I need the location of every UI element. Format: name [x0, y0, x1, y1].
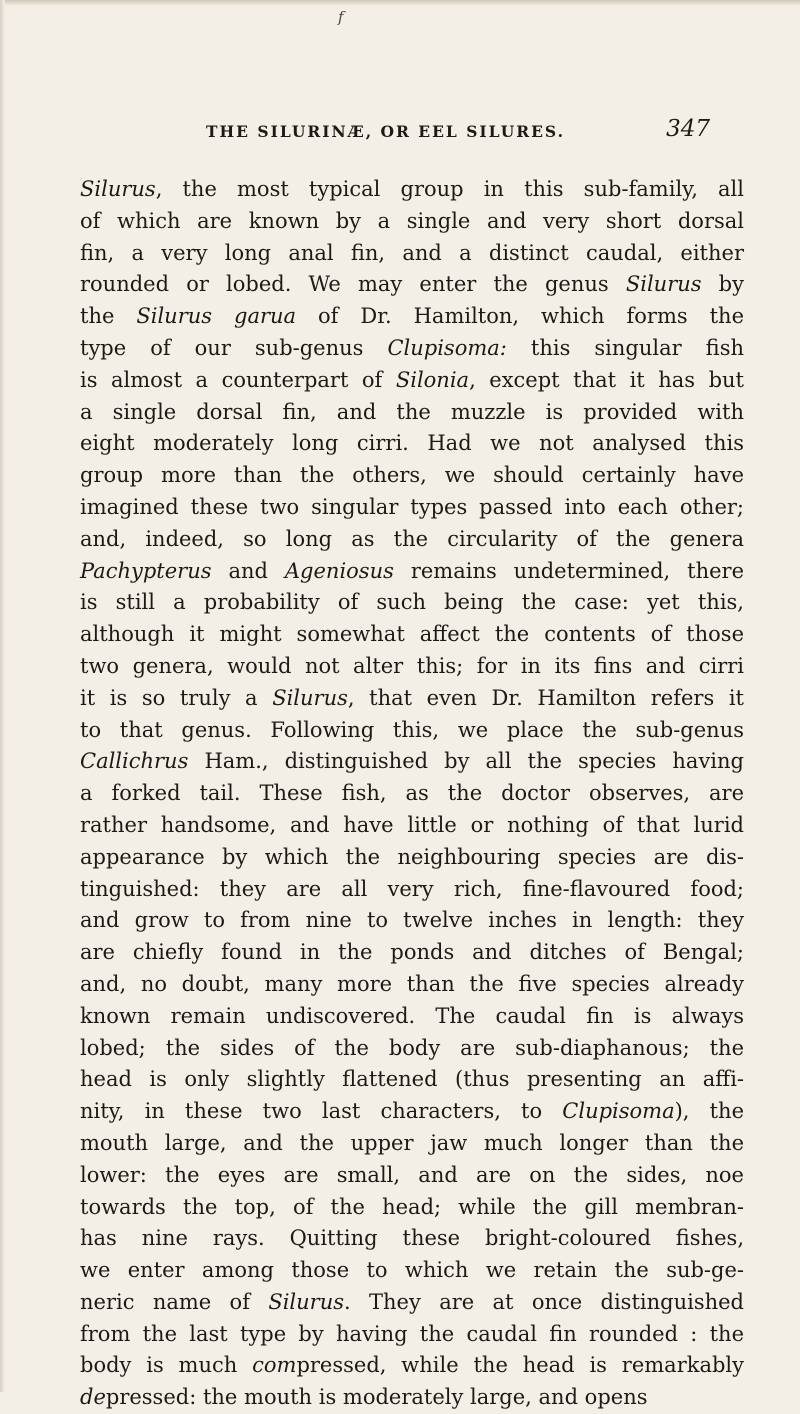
text-segment: , that even Dr. Hamilton refers it	[347, 685, 744, 710]
text-segment: of Dr. Hamilton, which forms the	[296, 304, 744, 329]
text-segment: . They are at once distinguished	[344, 1289, 744, 1314]
text-segment: by	[701, 272, 744, 297]
text-segment: is almost a counterpart of	[80, 367, 396, 392]
text-segment: lower: the eyes are small, and are on the sides, noe	[80, 1162, 744, 1187]
text-segment: remains undetermined, there	[393, 558, 745, 583]
text-segment: and grow to from nine to twelve inches in length: they	[80, 908, 744, 933]
text-line	[80, 1287, 744, 1319]
text-line	[80, 937, 744, 969]
italic-text: Callichrus	[80, 749, 189, 774]
text-line	[80, 778, 744, 810]
text-segment: nity, in these two last characters, to	[80, 1099, 563, 1124]
text-segment: from the last type by having the caudal fin rounded : the	[80, 1321, 744, 1346]
text-line	[80, 651, 744, 683]
text-line	[80, 1064, 744, 1096]
page-left-edge	[0, 0, 5, 1392]
text-segment: type of our sub-genus	[80, 335, 388, 360]
text-segment: towards the top, of the head; while the gill membran-	[80, 1194, 744, 1219]
text-line	[80, 460, 744, 492]
text-line	[80, 715, 744, 747]
text-segment: two genera, would not alter this; for in its fins and cirri	[80, 653, 744, 678]
text-line	[80, 1096, 744, 1128]
text-line	[80, 556, 744, 588]
text-segment: is still a probability of such being the case: yet this,	[80, 590, 744, 615]
text-line	[80, 1192, 744, 1224]
text-segment: the	[80, 304, 137, 329]
text-segment: , except that it has but	[469, 367, 744, 392]
text-segment: to that genus. Following this, we place the sub-genus	[80, 717, 744, 742]
text-line	[80, 1350, 744, 1382]
text-line	[80, 1160, 744, 1192]
italic-text: Silurus garua	[136, 304, 297, 329]
text-segment: , the most typical group in this sub-family, all	[155, 177, 744, 201]
text-line	[80, 428, 744, 460]
text-line	[80, 587, 744, 619]
text-segment: although it might somewhat affect the contents of those	[80, 622, 744, 647]
text-line	[80, 206, 744, 238]
italic-text: Silurus	[268, 1289, 344, 1314]
text-segment: head is only slightly flattened (thus presenting an affi-	[80, 1067, 744, 1092]
text-segment: mouth large, and the upper jaw much longer than the	[80, 1130, 744, 1155]
italic-text: Clupisoma	[562, 1099, 675, 1124]
text-line	[80, 1033, 744, 1065]
text-segment: of which are known by a single and very short dorsal	[80, 208, 744, 233]
italic-text: Pachypterus	[80, 558, 212, 583]
text-segment: a single dorsal fin, and the muzzle is provided with	[80, 399, 744, 424]
text-segment: tinguished: they are all very rich, fine-flavoured food;	[80, 876, 744, 901]
text-segment: pressed, while the head is remarkably	[296, 1353, 744, 1378]
text-segment: rather handsome, and have little or nothing of that lurid	[80, 812, 744, 837]
text-line	[80, 842, 744, 874]
corner-mark: f	[338, 8, 344, 26]
text-line	[80, 1223, 744, 1255]
running-head: THE SILURINÆ, OR EEL SILURES.	[206, 122, 565, 141]
text-line	[80, 174, 744, 206]
text-segment: it is so truly a	[80, 685, 273, 710]
text-segment: a forked tail. These fish, as the doctor observes, are	[80, 781, 744, 806]
text-line	[80, 1255, 744, 1287]
body-text	[80, 174, 744, 1414]
text-segment: eight moderately long cirri. Had we not analysed this	[80, 431, 744, 456]
text-line	[80, 746, 744, 778]
text-line	[80, 683, 744, 715]
text-line	[80, 619, 744, 651]
italic-text: Silurus	[272, 685, 348, 710]
text-line	[80, 397, 744, 429]
text-segment: and, no doubt, many more than the five species already	[80, 971, 744, 996]
page-header	[148, 116, 710, 146]
text-line	[80, 301, 744, 333]
italic-text: Silonia	[395, 367, 470, 392]
text-line	[80, 874, 744, 906]
text-segment: this singular fish	[506, 335, 744, 360]
text-segment: ), the	[674, 1099, 745, 1124]
text-segment: pressed: the mouth is moderately large, and opens	[105, 1385, 648, 1410]
text-line	[80, 492, 744, 524]
text-line	[80, 524, 744, 556]
text-line	[80, 238, 744, 270]
text-segment: imagined these two singular types passed into each other;	[80, 494, 744, 519]
text-segment: Ham., distinguished by all the species having	[188, 749, 744, 774]
italic-text: Silurus	[625, 272, 702, 297]
text-segment: lobed; the sides of the body are sub-diaphanous; the	[80, 1035, 744, 1060]
text-line	[80, 1319, 744, 1351]
italic-text: com	[252, 1353, 297, 1378]
text-segment: rounded or lobed. We may enter the genus	[80, 272, 626, 297]
text-segment: has nine rays. Quitting these bright-coloured fishes,	[80, 1226, 744, 1251]
text-segment: are chiefly found in the ponds and ditches of Bengal;	[80, 940, 744, 965]
text-line	[80, 269, 744, 301]
text-segment: and, indeed, so long as the circularity of the genera	[80, 526, 744, 551]
text-line	[80, 1128, 744, 1160]
page-top-edge	[0, 0, 800, 6]
text-line	[80, 365, 744, 397]
italic-text: de	[80, 1385, 106, 1410]
text-segment: body is much	[80, 1353, 253, 1378]
text-line	[80, 333, 744, 365]
text-line	[80, 1001, 744, 1033]
italic-text: Ageniosus	[284, 558, 394, 583]
text-line	[80, 905, 744, 937]
text-line	[80, 969, 744, 1001]
text-segment: fin, a very long anal fin, and a distinct caudal, either	[80, 240, 744, 265]
text-segment: known remain undiscovered. The caudal fin is always	[80, 1003, 744, 1028]
text-line	[80, 810, 744, 842]
text-segment: appearance by which the neighbouring species are dis-	[80, 844, 744, 869]
italic-text: Clupisoma:	[387, 335, 507, 360]
text-segment: and	[211, 558, 285, 583]
italic-text: Silurus	[80, 177, 156, 201]
page-number: 347	[666, 116, 710, 142]
text-segment: group more than the others, we should certainly have	[80, 463, 744, 488]
text-segment: we enter among those to which we retain the sub-ge-	[80, 1258, 744, 1283]
text-line	[80, 1382, 744, 1414]
text-segment: neric name of	[80, 1289, 269, 1314]
